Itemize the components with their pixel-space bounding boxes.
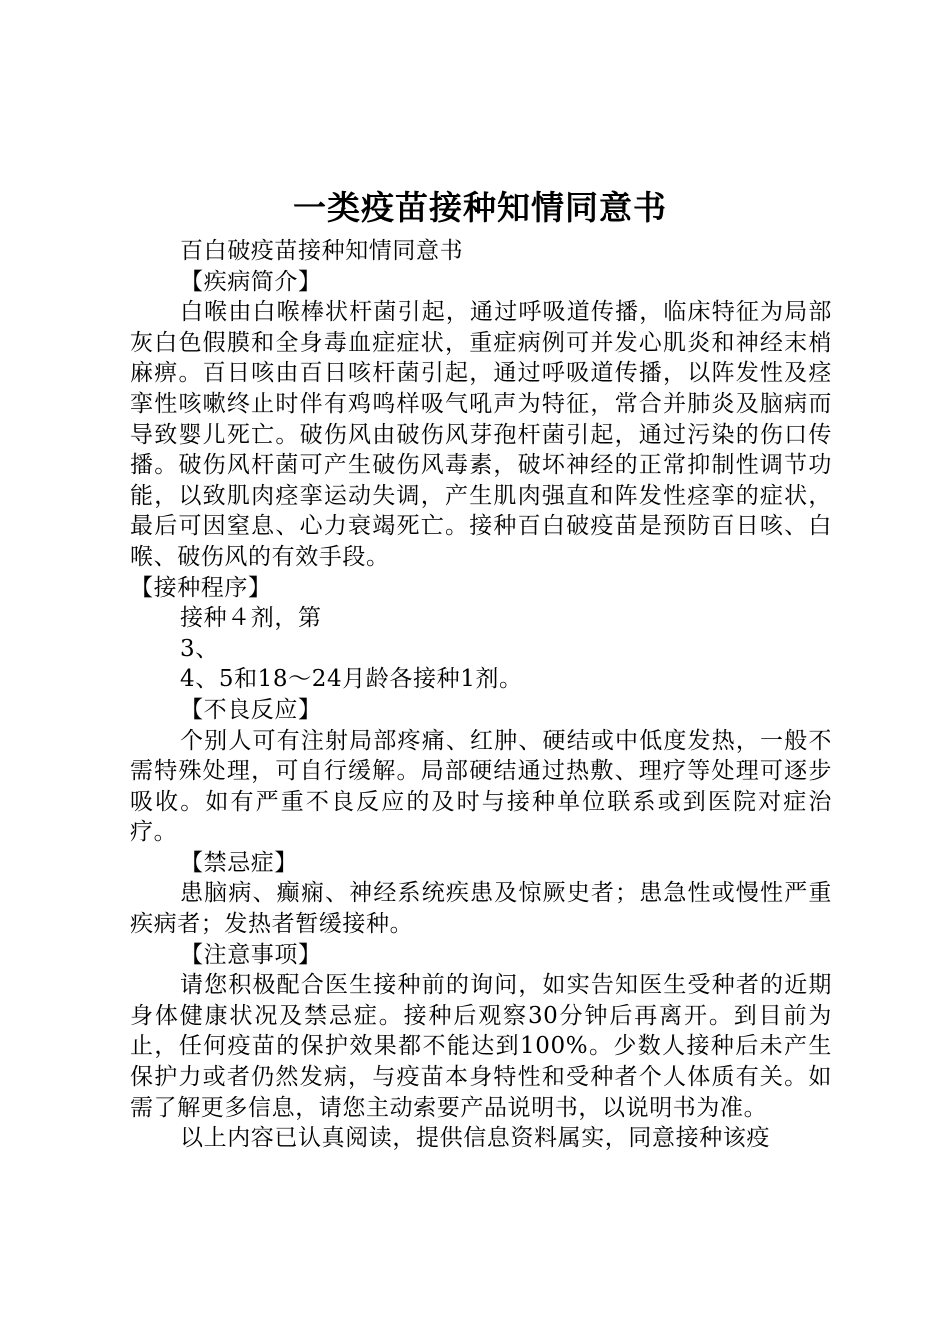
section-heading-precautions: 【注意事项】 [180, 941, 322, 968]
paragraph-contraindications: 患脑病、癫痫、神经系统疾患及惊厥史者；患急性或慢性严重疾病者；发热者暂缓接种。 [130, 880, 832, 938]
paragraph-precautions: 请您积极配合医生接种前的询问，如实告知医生受种者的近期身体健康状况及禁忌症。接种后观察30分钟后再离开。到目前为止，任何疫苗的保护效果都不能达到100%。少数人接种后未产生保护力或者仍然发病，与疫苗本身特性和受种者个人体质有关。如需了解更多信息，请您主动索要产品说明书，以说明书为准。 [130, 972, 832, 1121]
section-heading-contraindications: 【禁忌症】 [180, 849, 298, 876]
paragraph-schedule-1: 接种４剂，第 [180, 605, 322, 632]
document-body [130, 236, 832, 1154]
paragraph-subtitle: 百白破疫苗接种知情同意书 [180, 238, 464, 264]
document-title: 一类疫苗接种知情同意书 [293, 188, 667, 227]
paragraph-consent: 以上内容已认真阅读，提供信息资料属实，同意接种该疫 [180, 1125, 770, 1152]
paragraph-adverse-reactions: 个别人可有注射局部疼痛、红肿、硬结或中低度发热，一般不需特殊处理，可自行缓解。局部硬结通过热敷、理疗等处理可逐步吸收。如有严重不良反应的及时与接种单位联系或到医院对症治疗。 [130, 727, 832, 846]
section-heading-schedule: 【接种程序】 [130, 574, 272, 601]
section-heading-disease-intro: 【疾病简介】 [180, 268, 322, 295]
section-heading-adverse-reactions: 【不良反应】 [180, 696, 322, 723]
paragraph-disease-intro: 白喉由白喉棒状杆菌引起，通过呼吸道传播，临床特征为局部灰白色假膜和全身毒血症症状，重症病例可并发心肌炎和神经末梢麻痹。百日咳由百日咳杆菌引起，通过呼吸道传播，以阵发性及痉挛性咳嗽终止时伴有鸡鸣样吸气吼声为特征，常合并肺炎及脑病而导致婴儿死亡。破伤风由破伤风芽孢杆菌引起，通过污染的伤口传播。破伤风杆菌可产生破伤风毒素，破坏神经的正常抑制性调节功能，以致肌肉痉挛运动失调，产生肌肉强直和阵发性痉挛的症状，最后可因窒息、心力衰竭死亡。接种百白破疫苗是预防百日咳、白喉、破伤风的有效手段。 [130, 299, 832, 570]
paragraph-schedule-3: 4、5和18～24月龄各接种1剂。 [180, 666, 523, 693]
paragraph-schedule-2: 3、 [180, 635, 219, 662]
